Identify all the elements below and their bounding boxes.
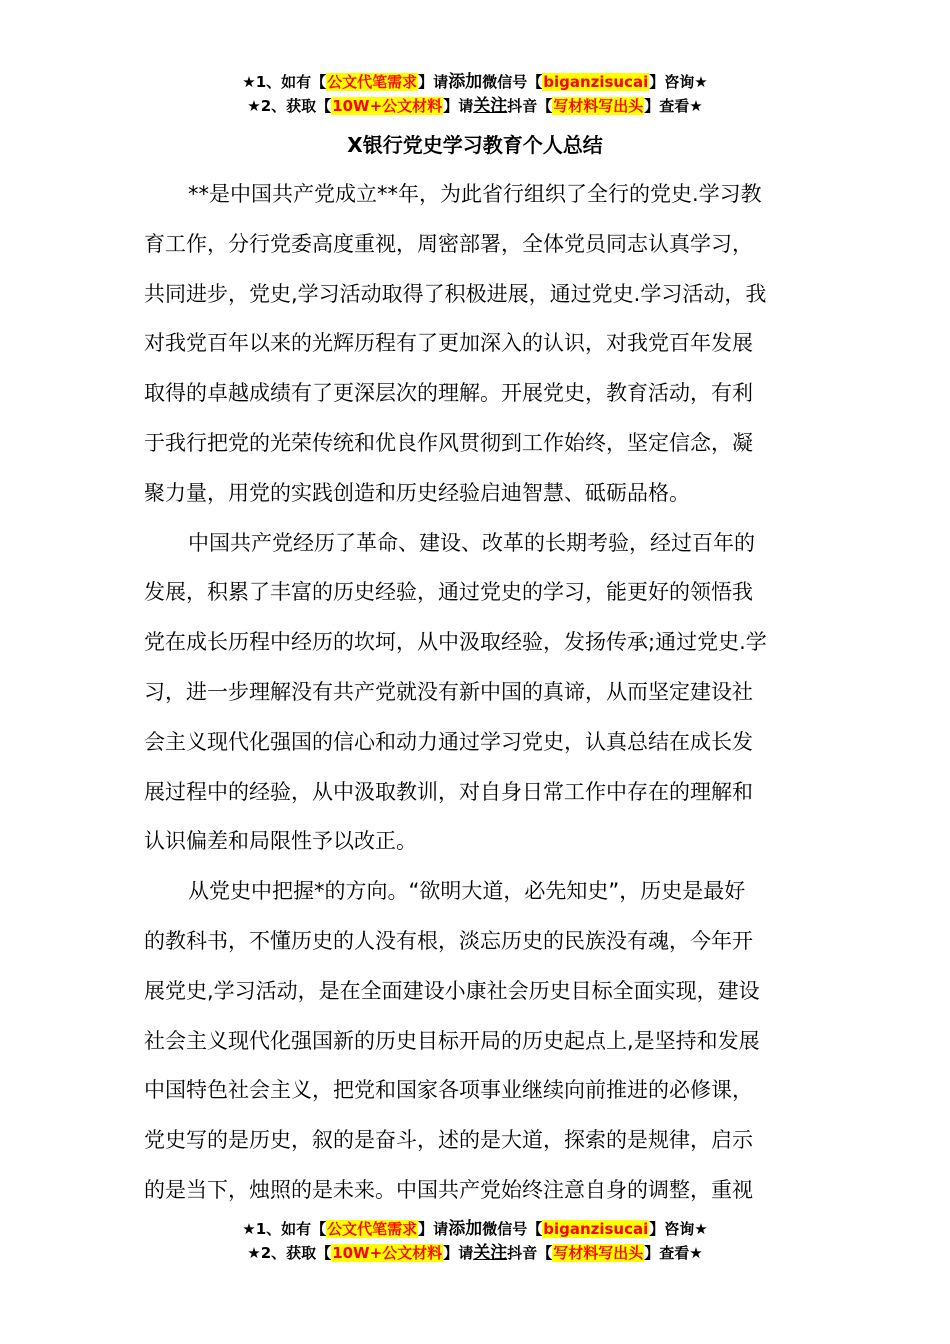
paragraph-line: 中国特色社会主义，把党和国家各项事业继续向前推进的必修课， <box>144 1078 753 1103</box>
promo-text: ★1、如有【 <box>242 1220 327 1238</box>
promo-line-2 <box>0 94 950 118</box>
paragraph-line: 会主义现代化强国的信心和动力通过学习党史，认真总结在成长发 <box>144 729 753 754</box>
promo-text: 抖音【 <box>507 1244 553 1262</box>
promo-text: 抖音【 <box>507 97 553 115</box>
paragraph <box>144 867 808 1216</box>
paragraph-line: 从党史中把握*的方向。“欲明大道，必先知史”，历史是最好 <box>188 879 746 904</box>
promo-text: ★1、如有【 <box>242 73 327 91</box>
promo-emphasis: 添加 <box>448 1219 483 1239</box>
document-body <box>144 170 808 1216</box>
promo-line-2 <box>0 1241 950 1265</box>
paragraph-line: 认识偏差和局限性予以改正。 <box>144 829 417 854</box>
paragraph-line: 于我行把党的光荣传统和优良作风贯彻到工作始终，坚定信念，凝 <box>144 430 753 455</box>
paragraph-line: 聚力量，用党的实践创造和历史经验启迪智慧、砥砺品格。 <box>144 480 690 505</box>
promo-text: 】咨询★ <box>649 73 708 91</box>
paragraph-line: 的教科书，不懂历史的人没有根，淡忘历史的民族没有魂，今年开 <box>144 928 753 953</box>
promo-emphasis: 关注 <box>473 96 508 116</box>
promo-text: 】请 <box>418 1220 449 1238</box>
promo-highlight: 公文代笔需求 <box>327 1220 418 1238</box>
header-promo-banner <box>0 70 950 118</box>
promo-line-1 <box>0 70 950 94</box>
paragraph-line: 共同进步，党史,学习活动取得了积极进展，通过党史.学习活动，我 <box>144 281 767 306</box>
promo-text: 】请 <box>443 1244 474 1262</box>
paragraph-line: 党史写的是历史，叙的是奋斗，述的是大道，探索的是规律，启示 <box>144 1128 753 1153</box>
paragraph <box>144 170 808 519</box>
promo-emphasis: 关注 <box>473 1243 508 1263</box>
promo-text: 微信号【 <box>482 73 543 91</box>
promo-text: 微信号【 <box>482 1220 543 1238</box>
promo-highlight: 写材料写出头 <box>553 97 644 115</box>
paragraph <box>144 519 808 868</box>
promo-emphasis: 添加 <box>448 72 483 92</box>
promo-highlight: biganzisucai <box>543 1220 649 1238</box>
promo-text: 】咨询★ <box>649 1220 708 1238</box>
promo-highlight: 写材料写出头 <box>553 1244 644 1262</box>
promo-highlight: biganzisucai <box>543 73 649 91</box>
promo-line-1 <box>0 1217 950 1241</box>
promo-text: ★2、获取【 <box>247 1244 332 1262</box>
paragraph-line: 展过程中的经验，从中汲取教训，对自身日常工作中存在的理解和 <box>144 779 753 804</box>
paragraph-line: 取得的卓越成绩有了更深层次的理解。开展党史，教育活动，有利 <box>144 381 753 406</box>
paragraph-line: 的是当下，烛照的是未来。中国共产党始终注意自身的调整，重视 <box>144 1177 753 1202</box>
paragraph-line: 育工作，分行党委高度重视，周密部署，全体党员同志认真学习， <box>144 231 753 256</box>
paragraph-line: **是中国共产党成立**年，为此省行组织了全行的党史.学习教 <box>188 182 762 206</box>
paragraph-line: 党在成长历程中经历的坎坷，从中汲取经验，发扬传承;通过党史.学 <box>144 630 767 655</box>
promo-text: 】查看★ <box>644 1244 703 1262</box>
paragraph-line: 对我党百年以来的光辉历程有了更加深入的认识，对我党百年发展 <box>144 331 753 356</box>
paragraph-line: 展党史,学习活动，是在全面建设小康社会历史目标全面实现，建设 <box>144 978 760 1003</box>
promo-highlight: 10W+公文材料 <box>332 97 443 115</box>
promo-text: 】查看★ <box>644 97 703 115</box>
promo-highlight: 10W+公文材料 <box>332 1244 443 1262</box>
promo-text: 】请 <box>443 97 474 115</box>
promo-highlight: 公文代笔需求 <box>327 73 418 91</box>
promo-text: ★2、获取【 <box>247 97 332 115</box>
paragraph-line: 中国共产党经历了革命、建设、改革的长期考验，经过百年的 <box>188 530 755 555</box>
document-title: X银行党史学习教育个人总结 <box>347 133 603 157</box>
footer-promo-banner <box>0 1217 950 1265</box>
paragraph-line: 社会主义现代化强国新的历史目标开局的历史起点上,是坚持和发展 <box>144 1028 760 1053</box>
paragraph-line: 发展，积累了丰富的历史经验，通过党史的学习，能更好的领悟我 <box>144 580 753 605</box>
paragraph-line: 习，进一步理解没有共产党就没有新中国的真谛，从而坚定建设社 <box>144 679 753 704</box>
promo-text: 】请 <box>418 73 449 91</box>
